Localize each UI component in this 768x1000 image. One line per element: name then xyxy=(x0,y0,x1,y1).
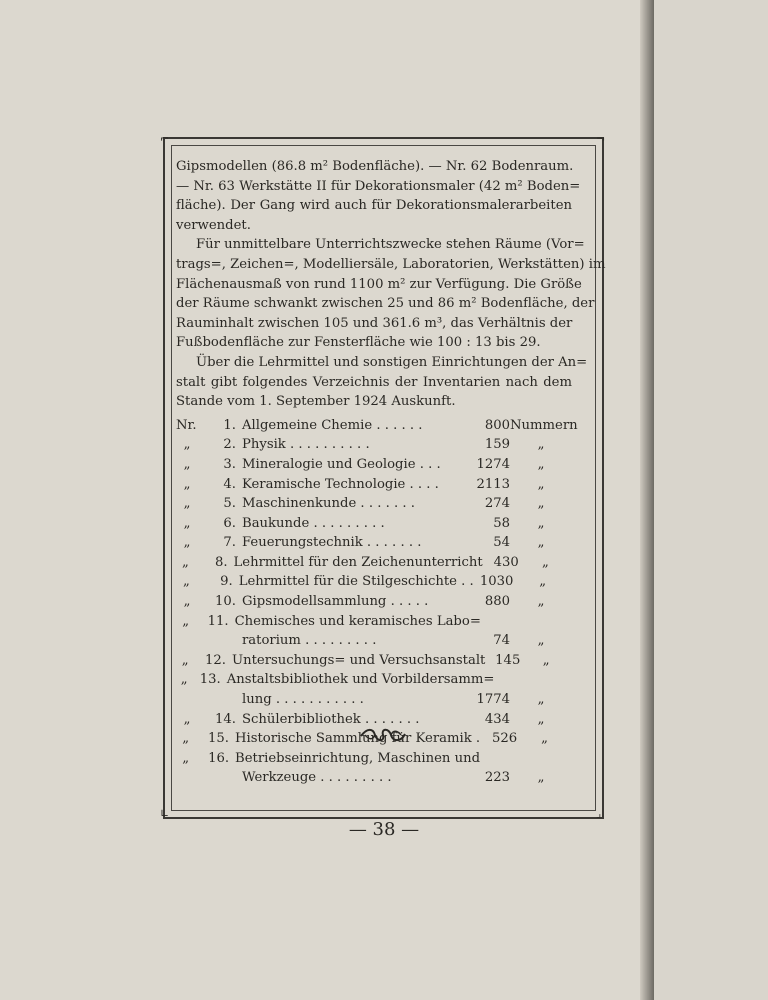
text-line: Gipsmodellen (86.8 m² Bodenfläche). — Nr. 62 Bodenraum. xyxy=(176,159,574,174)
inventory-row xyxy=(176,592,572,612)
paragraph xyxy=(176,157,581,235)
ditto-mark: „ xyxy=(537,515,545,531)
inventory-row xyxy=(176,768,572,788)
item-count: 1274 xyxy=(476,456,510,472)
text-line: trags=, Zeichen=, Modelliersäle, Laboratorien, Werkstätten) im xyxy=(176,256,606,272)
ditto-mark: „ xyxy=(183,456,191,472)
text-line: — Nr. 63 Werkstätte II für Dekorationsmaler (42 m² Boden= xyxy=(176,178,581,194)
item-number: 5. xyxy=(223,496,236,512)
ditto-mark: „ xyxy=(183,515,191,531)
page-number: — 38 — xyxy=(348,819,420,840)
ditto-mark: „ xyxy=(539,574,547,590)
ditto-mark: „ xyxy=(182,574,190,590)
spacer xyxy=(494,670,525,690)
item-name: Lehrmittel für den Zeichenunterricht xyxy=(233,554,483,570)
item-name: Werkzeuge . . . . . . . . . xyxy=(242,770,392,786)
spacer xyxy=(518,612,572,632)
inventory-row xyxy=(176,533,572,553)
ditto-mark: „ xyxy=(537,633,545,649)
text-line: Flächenausmaß von rund 1100 m² zur Verfügung. Die Größe xyxy=(176,276,582,292)
item-count: 274 xyxy=(484,496,510,512)
text-line: Rauminhalt zwischen 105 und 361.6 m³, das Verhältnis der xyxy=(176,315,573,331)
ditto-mark: „ xyxy=(183,496,191,512)
ditto-mark: „ xyxy=(181,652,189,668)
spacer xyxy=(198,768,242,788)
item-number: 12. xyxy=(205,652,226,668)
inventory-row xyxy=(176,416,578,436)
item-name: Feuerungstechnik . . . . . . . xyxy=(242,535,422,551)
item-number: 4. xyxy=(223,476,236,492)
ditto-mark: „ xyxy=(537,535,545,551)
page-content xyxy=(176,157,606,788)
item-name: Lehrmittel für die Stilgeschichte . . xyxy=(238,574,474,590)
ditto-mark: „ xyxy=(182,554,189,570)
ditto-mark: „ xyxy=(182,750,190,766)
number-prefix: Nr. xyxy=(176,417,197,433)
item-name: Schülerbibliothek . . . . . . . xyxy=(242,711,420,727)
item-count: 880 xyxy=(484,594,510,610)
ditto-mark: „ xyxy=(541,731,549,747)
item-name: lung . . . . . . . . . . . xyxy=(242,692,364,708)
item-count: 223 xyxy=(484,770,510,786)
ditto-mark: „ xyxy=(183,594,191,610)
spacer xyxy=(526,670,572,690)
text-line: Fußbodenfläche zur Fensterfläche wie 100 : 13 bis 29. xyxy=(176,335,541,351)
corner-ornament-icon: ⌟ xyxy=(596,807,602,820)
ditto-mark: „ xyxy=(183,476,191,492)
item-number: 13. xyxy=(199,672,221,688)
item-number: 10. xyxy=(215,594,236,610)
spacer xyxy=(480,749,517,769)
item-count: 58 xyxy=(493,515,510,531)
item-count: 145 xyxy=(495,652,521,668)
ditto-mark: „ xyxy=(183,711,191,727)
item-number: 6. xyxy=(223,515,236,531)
ditto-mark: „ xyxy=(537,456,545,472)
ditto-mark: „ xyxy=(537,476,545,492)
text-line: der Räume schwankt zwischen 25 und 86 m² Bodenfläche, der xyxy=(176,296,595,312)
ditto-mark: „ xyxy=(537,770,545,786)
item-number: 16. xyxy=(208,750,230,766)
spacer xyxy=(198,690,242,710)
item-count: 54 xyxy=(493,535,510,551)
item-name: Mineralogie und Geologie . . . xyxy=(242,456,441,472)
item-count: 159 xyxy=(484,437,510,453)
text-line: Stande vom 1. September 1924 Auskunft. xyxy=(176,394,456,410)
spacer xyxy=(481,612,518,632)
inventory-row xyxy=(176,475,572,495)
inventory-row xyxy=(176,572,572,592)
inventory-row xyxy=(176,494,572,514)
ornament-divider-icon xyxy=(359,726,407,744)
item-name: Physik . . . . . . . . . . xyxy=(242,437,370,453)
inventory-row xyxy=(176,455,572,475)
item-name: Untersuchungs= und Versuchsanstalt xyxy=(232,652,486,668)
text-line: stalt gibt folgendes Verzeichnis der Inventarien nach dem xyxy=(176,374,572,390)
ditto-mark: „ xyxy=(542,652,550,668)
item-number: 9. xyxy=(220,574,233,590)
ditto-mark: „ xyxy=(180,672,188,688)
text-paragraphs xyxy=(176,157,606,412)
inventory-row xyxy=(176,514,572,534)
item-name: Chemisches und keramisches Labo= xyxy=(234,613,481,629)
item-count: 2113 xyxy=(476,476,510,492)
ditto-mark: „ xyxy=(537,437,545,453)
ditto-mark: „ xyxy=(183,535,191,551)
item-number: 3. xyxy=(223,456,236,472)
corner-ornament-icon: ∟ xyxy=(160,807,170,820)
inventory-row xyxy=(176,435,572,455)
inventory-row xyxy=(176,612,572,632)
paragraph xyxy=(176,235,606,353)
item-number: 2. xyxy=(223,437,236,453)
ditto-mark: „ xyxy=(537,594,545,610)
item-name: Allgemeine Chemie . . . . . . xyxy=(242,417,423,433)
spacer xyxy=(176,768,198,788)
item-name: Gipsmodellsammlung . . . . . xyxy=(242,594,429,610)
inventory-row xyxy=(176,553,572,573)
text-line: Über die Lehrmittel und sonstigen Einrichtungen der An= xyxy=(196,354,588,370)
item-count: 1774 xyxy=(476,692,510,708)
corner-ornament-icon: ¬ xyxy=(596,132,606,145)
spacer xyxy=(198,631,242,651)
ditto-mark: „ xyxy=(537,711,545,727)
item-number: 8. xyxy=(214,554,228,570)
text-line: fläche). Der Gang wird auch für Dekorationsmalerarbeiten xyxy=(176,198,572,214)
item-count: 800 xyxy=(484,417,510,433)
item-number: 1. xyxy=(223,417,236,433)
item-number: 15. xyxy=(208,731,230,747)
inventory-row xyxy=(176,651,572,671)
item-name: Baukunde . . . . . . . . . xyxy=(242,515,385,531)
unit-label: Nummern xyxy=(510,417,578,433)
spacer xyxy=(176,631,198,651)
item-name: Maschinenkunde . . . . . . . xyxy=(242,496,415,512)
inventory-row xyxy=(176,690,572,710)
item-count: 430 xyxy=(493,554,519,570)
inventory-row xyxy=(176,749,572,769)
item-name: Betriebseinrichtung, Maschinen und xyxy=(235,750,481,766)
item-number: 11. xyxy=(207,613,229,629)
text-line: verwendet. xyxy=(176,217,251,233)
ditto-mark: „ xyxy=(182,613,190,629)
text-line: Für unmittelbare Unterrichtszwecke stehen Räume (Vor= xyxy=(196,237,585,253)
ditto-mark: „ xyxy=(537,496,545,512)
item-name: Historische Sammlung für Keramik . xyxy=(235,731,481,747)
item-number: 7. xyxy=(223,535,236,551)
ditto-mark: „ xyxy=(182,731,190,747)
ditto-mark: „ xyxy=(537,692,545,708)
item-count: 434 xyxy=(484,711,510,727)
inventory-row xyxy=(176,670,572,690)
item-name: Keramische Technologie . . . . xyxy=(242,476,439,492)
item-name: Anstaltsbibliothek und Vorbildersamm= xyxy=(226,672,495,688)
item-count: 526 xyxy=(492,731,518,747)
ditto-mark: „ xyxy=(183,437,191,453)
inventory-row xyxy=(176,631,572,651)
spacer xyxy=(176,690,198,710)
page-edge-shadow xyxy=(640,0,654,1000)
item-count: 74 xyxy=(493,633,510,649)
spacer xyxy=(517,749,572,769)
item-name: ratorium . . . . . . . . . xyxy=(242,633,377,649)
item-count: 1030 xyxy=(479,574,514,590)
corner-ornament-icon: ⌐ xyxy=(160,132,170,145)
ditto-mark: „ xyxy=(541,554,549,570)
paragraph xyxy=(176,353,588,412)
item-number: 14. xyxy=(215,711,236,727)
